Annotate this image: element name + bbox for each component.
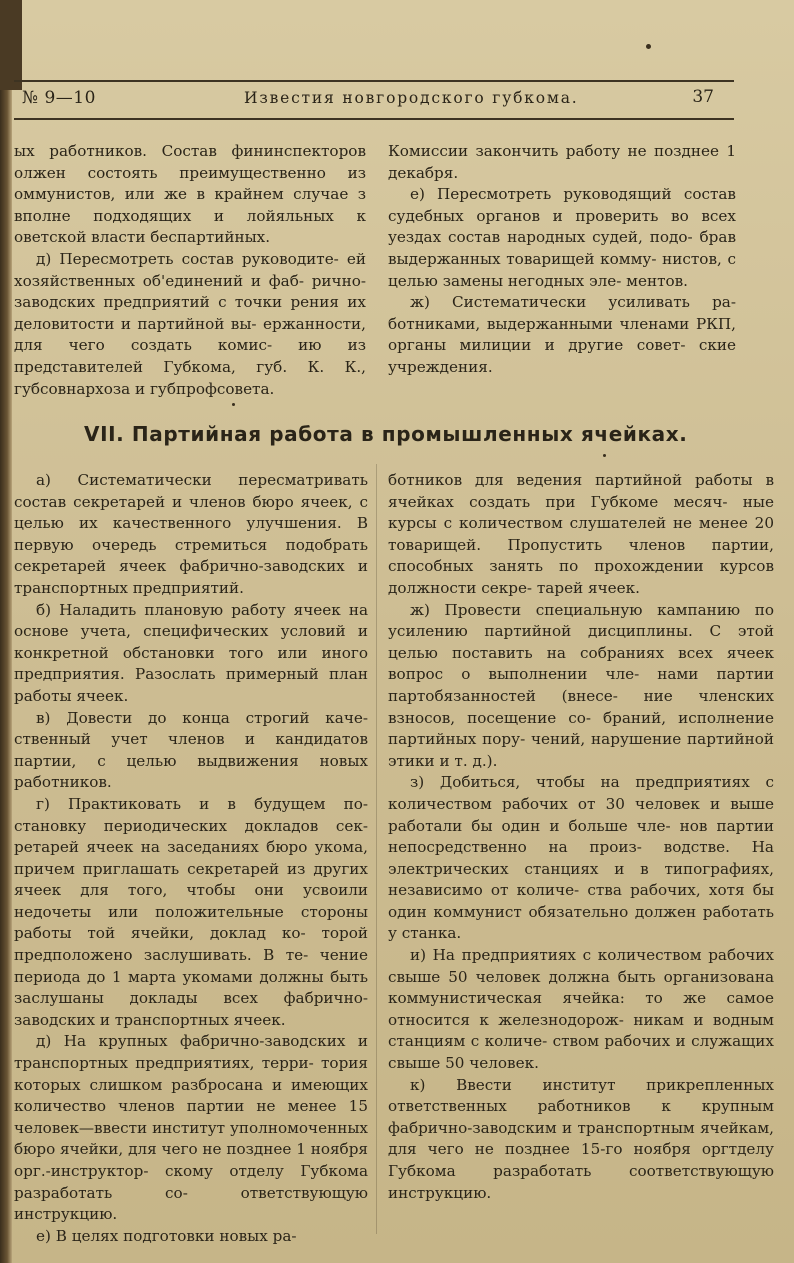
paragraph: Комиссии закончить работу не позднее 1 декабря.	[388, 142, 736, 182]
book-spine-edge	[0, 0, 12, 1263]
top-left-column	[14, 141, 366, 398]
column-divider	[376, 464, 377, 1234]
section-heading: VII. Партийная работа в промышленных ячейках.	[84, 422, 688, 446]
paragraph: ботников для ведения партийной работы в ячейках создать при Губкоме месяч- ные курсы с количеством слушателей не менее 20 товарищей. Пропустить членов партии, способных занять по прохождении курсов должности секре- тарей ячеек.	[388, 471, 774, 597]
ink-speck	[232, 403, 235, 406]
paragraph: б) Наладить плановую работу ячеек на основе учета, специфических условий и конкретной обстановки того или иного предприятия. Разослать примерный план работы ячеек.	[14, 600, 368, 705]
journal-title: Известия новгородского губкома.	[244, 89, 579, 107]
paragraph: д) На крупных фабрично-заводских и транспортных предприятиях, терри- тория которых слишком разбросана и имеющих количество членов партии не менее 15 человек—ввести институт уполномоченных бюро ячейки, для чего не позднее 1 ноября орг.-инструктор- скому отделу Губкома разработать со- ответствующую инструкцию.	[14, 1032, 368, 1224]
bottom-left-column	[14, 470, 368, 1245]
top-right-column	[388, 141, 736, 381]
paragraph: в) Довести до конца строгий каче- ственный учет членов и кандидатов партии, с целью выдвижения новых работников.	[14, 708, 368, 792]
paragraph: к) Ввести институт прикрепленных ответственных работников к крупным фабрично-заводским и транспортным ячейкам, для чего не позднее 15-го ноября оргтделу Губкома разработать соответствующую инструкцию.	[388, 1075, 774, 1202]
paragraph: ж) Провести специальную кампанию по усилению партийной дисциплины. С этой целью поставить на собраниях всех ячеек вопрос о выполнении чле- нами партии партобязанностей (внесе- ние членских взносов, посещение со- браний, исполнение партийных пору- чений, нарушение партийной этики и т. д.).	[388, 600, 774, 770]
ink-speck	[603, 454, 606, 457]
issue-number: № 9—10	[22, 88, 96, 108]
paragraph: з) Добиться, чтобы на предприятиях с количеством рабочих от 30 человек и выше работали бы один и больше чле- нов партии непосредственно на произ- водстве. На электрических станциях и в типографиях, независимо от количе- ства рабочих, хотя бы один коммунист обязательно должен работать у станка.	[388, 773, 774, 943]
ink-speck	[646, 44, 651, 49]
paragraph: ых работников. Состав фининспекторов олжен состоять преимущественно из оммунистов, или же в крайнем случае з вполне подходящих и лойяльных к оветской власти беспартийных.	[14, 142, 366, 247]
paragraph: г) Практиковать и в будущем по- становку периодических докладов сек- ретарей ячеек на заседаниях бюро укома, причем приглашать секретарей из других ячеек для того, чтобы они усвоили недочеты или положительные стороны работы той ячейки, доклад ко- торой предположено заслушивать. В те- чение периода до 1 марта укомами должны быть заслушаны доклады всех фабрично-заводских и транспортных ячеек.	[14, 794, 368, 1029]
running-header	[14, 80, 734, 120]
paragraph: и) На предприятиях с количеством рабочих свыше 50 человек должна быть организована коммунистическая ячейка: то же самое относится к железнодорож- никам и водным станциям с количе- ством рабочих и служащих свыше 50 человек.	[388, 946, 774, 1073]
page-number: 37	[692, 87, 714, 107]
paragraph: ж) Систематически усиливать ра- ботниками, выдержанными членами РКП, органы милиции и другие совет- ские учреждения.	[388, 293, 736, 376]
bottom-right-column	[388, 470, 774, 1200]
paragraph: д) Пересмотреть состав руководите- ей хозяйственных об'единений и фаб- рично-заводских предприятий с точки рения их деловитости и партийной вы- ержанности, для чего создать комис- ию из представителей Губкома, губ. К. К., губсовнархоза и губпрофсовета.	[14, 249, 366, 398]
paragraph: е) В целях подготовки новых ра-	[36, 1226, 297, 1245]
paragraph: е) Пересмотреть руководящий состав судебных органов и проверить во всех уездах состав народных судей, подо- брав выдержанных товарищей комму- нистов, с целью замены негодных эле- ментов.	[388, 185, 736, 290]
paragraph: а) Систематически пересматривать состав секретарей и членов бюро ячеек, с целью их качественного улучшения. В первую очередь стремиться подобрать секретарей ячеек фабрично-заводских и транспортных предприятий.	[14, 471, 368, 597]
binding-shadow	[0, 0, 22, 90]
